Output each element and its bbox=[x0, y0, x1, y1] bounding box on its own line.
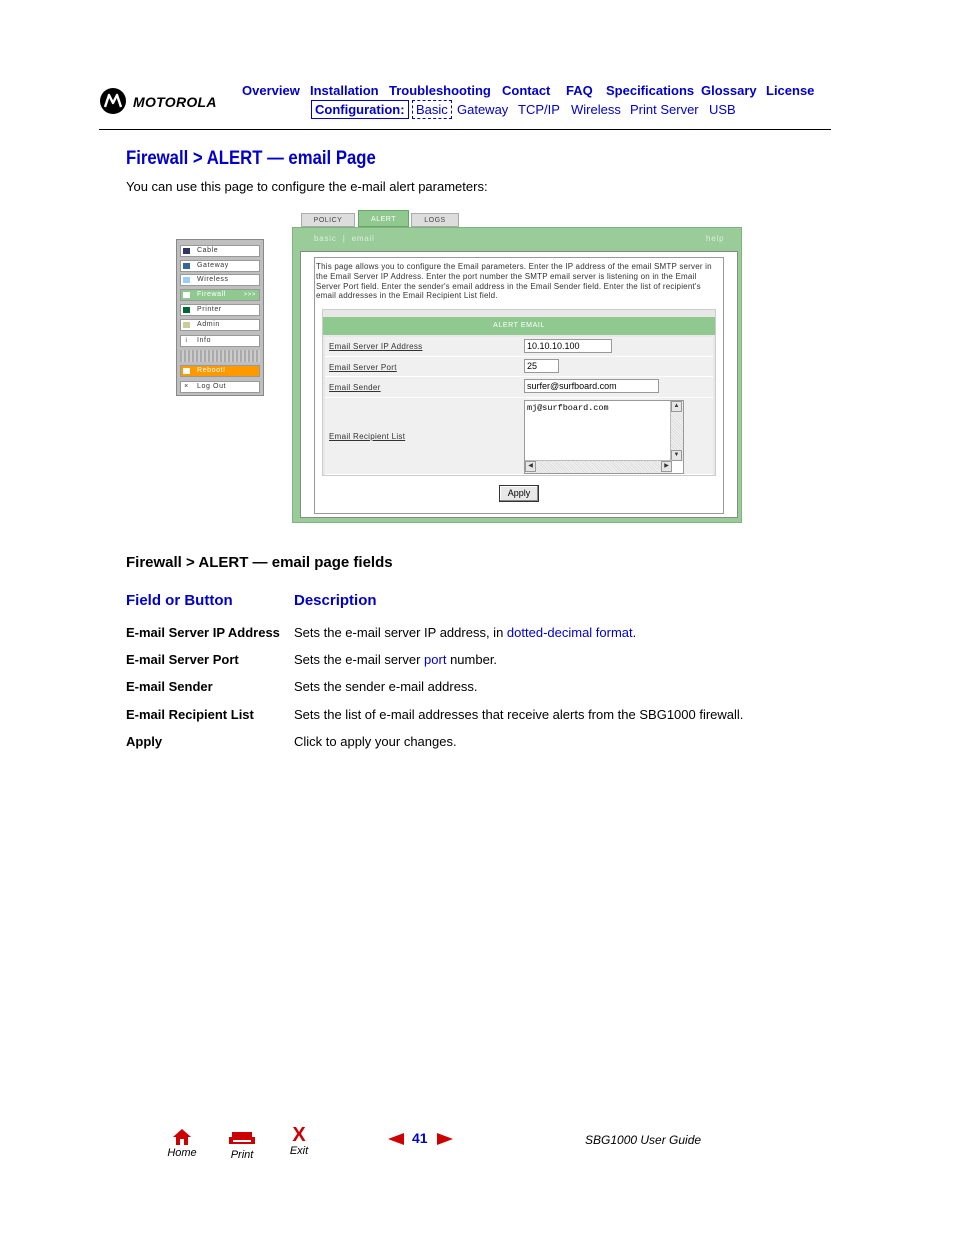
tab-alert[interactable]: ALERT bbox=[358, 210, 409, 227]
nav-glossary[interactable]: Glossary bbox=[701, 83, 757, 98]
dotted-decimal-link[interactable]: dotted-decimal format bbox=[506, 625, 633, 640]
row-server-ip bbox=[325, 337, 713, 357]
motorola-batwing-icon bbox=[100, 88, 126, 114]
page-number: 41 bbox=[412, 1130, 428, 1146]
row-field: E-mail Server IP Address bbox=[126, 625, 280, 640]
prev-page-icon[interactable] bbox=[388, 1132, 404, 1150]
home-button[interactable] bbox=[165, 1128, 199, 1159]
row-description: Sets the list of e-mail addresses that receive alerts from the SBG1000 firewall. bbox=[294, 707, 744, 722]
menu-label: Gateway bbox=[197, 262, 229, 269]
admin-icon bbox=[183, 322, 190, 328]
nav-gateway[interactable]: Gateway bbox=[457, 102, 509, 117]
nav-overview[interactable]: Overview bbox=[242, 83, 300, 98]
menu-item-info[interactable] bbox=[180, 335, 260, 347]
nav-faq[interactable]: FAQ bbox=[566, 83, 593, 98]
recipient-textarea[interactable] bbox=[524, 400, 684, 474]
screenshot-description: This page allows you to configure the Email parameters. Enter the IP address of the email SMTP server in the Email Server IP Address. Enter the port number the SMTP email server is listening on in the Email Server Port field. Enter the sender's email address in the Email Sender field. Enter the list of recipient's email addresses in the Email Recipient List field. bbox=[316, 262, 712, 301]
apply-button[interactable]: Apply bbox=[499, 485, 539, 502]
menu-separator bbox=[180, 350, 260, 362]
desc-text: number. bbox=[446, 652, 498, 667]
exit-button[interactable] bbox=[285, 1125, 313, 1157]
nav-troubleshooting[interactable]: Troubleshooting bbox=[389, 83, 491, 98]
menu-label: Firewall bbox=[197, 291, 226, 298]
header-description: Description bbox=[294, 592, 377, 609]
menu-label: Reboot! bbox=[197, 367, 226, 374]
home-icon bbox=[172, 1128, 192, 1146]
nav-contact[interactable]: Contact bbox=[502, 83, 551, 98]
logout-icon: × bbox=[184, 383, 189, 390]
nav-license[interactable]: License bbox=[766, 83, 815, 98]
sender-label: Email Sender bbox=[329, 383, 381, 392]
server-port-label: Email Server Port bbox=[329, 363, 397, 372]
menu-label: Wireless bbox=[197, 276, 229, 283]
nav-configuration[interactable]: Configuration: bbox=[311, 100, 409, 119]
header-field: Field or Button bbox=[126, 592, 233, 609]
alert-email-header: ALERT EMAIL bbox=[323, 317, 715, 335]
menu-item-wireless[interactable] bbox=[180, 274, 260, 286]
horizontal-scrollbar[interactable] bbox=[525, 460, 672, 473]
row-description bbox=[294, 652, 497, 667]
row-server-port bbox=[325, 357, 713, 377]
printer-icon bbox=[228, 1132, 256, 1146]
firewall-icon bbox=[183, 292, 190, 298]
row-description: Click to apply your changes. bbox=[294, 734, 457, 749]
row-field: Apply bbox=[126, 734, 163, 749]
row-description: Sets the sender e-mail address. bbox=[294, 679, 478, 694]
tab-policy[interactable]: POLICY bbox=[301, 213, 355, 227]
menu-label: Admin bbox=[197, 321, 220, 328]
screenshot-subnav[interactable]: basic | email bbox=[314, 234, 375, 243]
row-description bbox=[294, 625, 636, 640]
menu-item-cable[interactable] bbox=[180, 245, 260, 257]
sender-input[interactable]: surfer@surfboard.com bbox=[524, 379, 659, 393]
server-port-input[interactable]: 25 bbox=[524, 359, 559, 373]
menu-item-admin[interactable] bbox=[180, 319, 260, 331]
motorola-logo bbox=[100, 88, 235, 116]
menu-label: Printer bbox=[197, 306, 222, 313]
menu-label: Log Out bbox=[197, 383, 227, 390]
menu-item-gateway[interactable] bbox=[180, 260, 260, 272]
desc-text: Sets the e-mail server bbox=[294, 652, 425, 667]
selected-arrow-icon: >>> bbox=[243, 292, 256, 298]
desc-text: Sets the e-mail server IP address, in bbox=[294, 625, 507, 640]
nav-specifications[interactable]: Specifications bbox=[606, 83, 695, 98]
nav-print-server[interactable]: Print Server bbox=[630, 102, 699, 117]
next-page-icon[interactable] bbox=[437, 1132, 453, 1150]
port-link[interactable]: port bbox=[424, 652, 447, 667]
server-ip-input[interactable]: 10.10.10.100 bbox=[524, 339, 612, 353]
row-field: E-mail Sender bbox=[126, 679, 213, 694]
info-icon: i bbox=[183, 338, 190, 344]
home-label: Home bbox=[167, 1147, 197, 1159]
menu-item-logout[interactable] bbox=[180, 381, 260, 393]
print-label: Print bbox=[230, 1149, 254, 1161]
header-divider bbox=[99, 129, 831, 130]
scroll-up-icon[interactable]: ▲ bbox=[671, 401, 682, 412]
scroll-down-icon[interactable]: ▼ bbox=[671, 450, 682, 461]
nav-usb[interactable]: USB bbox=[709, 102, 736, 117]
brand-name: MOTOROLA bbox=[133, 94, 217, 110]
menu-item-firewall[interactable] bbox=[180, 289, 260, 301]
recipient-value: mj@surfboard.com bbox=[527, 403, 609, 413]
row-field: E-mail Recipient List bbox=[126, 707, 254, 722]
cable-icon bbox=[183, 248, 190, 254]
print-button[interactable] bbox=[226, 1132, 258, 1161]
page-title: Firewall > ALERT — email Page bbox=[126, 148, 376, 169]
recipient-label: Email Recipient List bbox=[329, 432, 406, 441]
gateway-icon bbox=[183, 263, 190, 269]
vertical-scrollbar[interactable] bbox=[670, 401, 683, 461]
table-caption: Firewall > ALERT — email page fields bbox=[126, 554, 393, 571]
server-ip-label: Email Server IP Address bbox=[329, 342, 423, 351]
nav-tcpip[interactable]: TCP/IP bbox=[518, 102, 560, 117]
exit-icon: X bbox=[292, 1124, 306, 1146]
row-field: E-mail Server Port bbox=[126, 652, 239, 667]
menu-item-printer[interactable] bbox=[180, 304, 260, 316]
desc-text: . bbox=[632, 625, 637, 640]
row-recipient bbox=[325, 398, 713, 475]
side-menu bbox=[176, 239, 264, 396]
wireless-icon bbox=[183, 277, 190, 283]
exit-label: Exit bbox=[289, 1145, 309, 1157]
tab-logs[interactable]: LOGS bbox=[411, 213, 459, 227]
menu-label: Info bbox=[197, 337, 212, 344]
reboot-icon bbox=[183, 368, 190, 374]
scroll-right-icon[interactable]: ▶ bbox=[661, 461, 672, 472]
menu-label: Cable bbox=[197, 247, 219, 254]
nav-basic[interactable]: Basic bbox=[412, 100, 452, 119]
row-sender bbox=[325, 377, 713, 398]
intro-text: You can use this page to configure the e-mail alert parameters: bbox=[126, 179, 488, 194]
printer-icon bbox=[183, 307, 190, 313]
scroll-left-icon[interactable]: ◀ bbox=[525, 461, 536, 472]
nav-wireless[interactable]: Wireless bbox=[571, 102, 621, 117]
menu-item-reboot[interactable] bbox=[180, 365, 260, 377]
nav-installation[interactable]: Installation bbox=[310, 83, 379, 98]
screenshot-help-link[interactable]: help bbox=[706, 234, 725, 243]
guide-title: SBG1000 User Guide bbox=[585, 1133, 702, 1147]
